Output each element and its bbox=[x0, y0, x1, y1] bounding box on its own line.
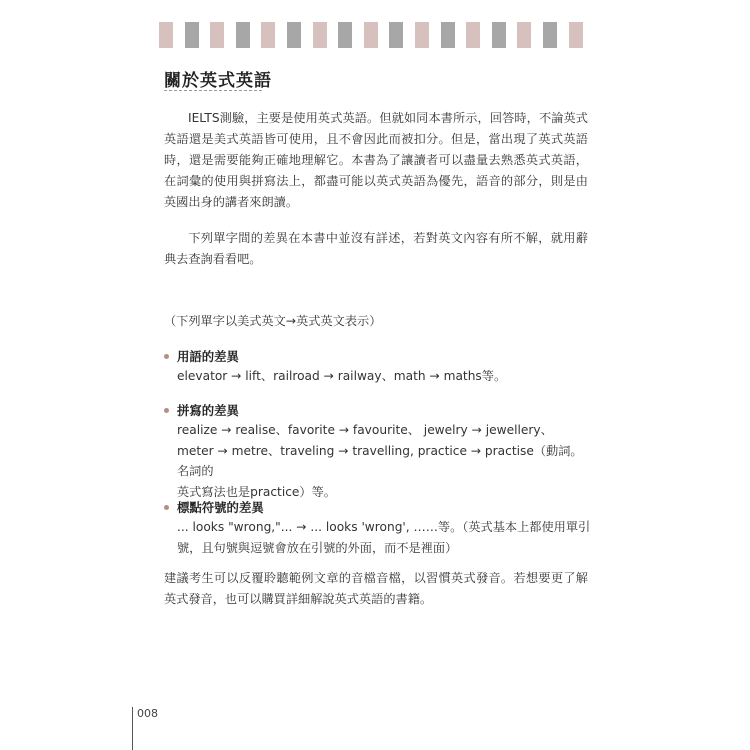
stripe-block bbox=[569, 22, 583, 48]
stripe-block bbox=[338, 22, 352, 48]
intro-paragraph bbox=[164, 108, 588, 213]
section-spelling bbox=[164, 400, 592, 502]
section-heading-text: 標點符號的差異 bbox=[177, 500, 264, 515]
stripe-block bbox=[287, 22, 301, 48]
section-line: 英式寫法也是practice）等。 bbox=[177, 484, 336, 499]
section-body bbox=[177, 517, 592, 558]
section-line: 號，且句號與逗號會放在引號的外面，而不是裡面） bbox=[177, 540, 458, 555]
page-number: 008 bbox=[137, 707, 158, 720]
section-body bbox=[177, 420, 592, 502]
stripe-block bbox=[466, 22, 480, 48]
bullet-icon bbox=[164, 505, 169, 510]
intro-text: IELTS測驗，主要是使用英式英語。但就如同本書所示，回答時，不論英式英語還是美式英語皆可使用，且不會因此而被扣分。但是，當出現了英式英語時，還是需要能夠正確地理解它。本書為了讓讀者可以盡量去熟悉英式英語，在詞彙的使用與拼寫法上，都盡可能以英式英語為優先，語音的部分，則是由英國出身的講者來朗讀。 bbox=[164, 111, 588, 209]
section-line: elevator → lift、railroad → railway、math → maths等。 bbox=[177, 369, 507, 383]
bullet-icon bbox=[164, 408, 169, 413]
section-punctuation bbox=[164, 497, 592, 558]
closing-paragraph: 建議考生可以反覆聆聽範例文章的音檔音檔，以習慣英式發音。若想要更了解英式發音，也可以購買詳細解說英式英語的書籍。 bbox=[164, 571, 588, 606]
conversion-note: （下列單字以美式英文→英式英文表示） bbox=[164, 314, 382, 328]
stripe-block bbox=[236, 22, 250, 48]
section-heading bbox=[164, 400, 592, 420]
stripe-block bbox=[389, 22, 403, 48]
stripe-block bbox=[492, 22, 506, 48]
stripe-block bbox=[261, 22, 275, 48]
page-title: 關於英式英語 bbox=[164, 71, 272, 91]
section-body bbox=[177, 366, 592, 387]
bullet-icon bbox=[164, 354, 169, 359]
page-number-bar bbox=[132, 707, 133, 750]
title-underline bbox=[164, 90, 262, 91]
stripe-block bbox=[543, 22, 557, 48]
section-line: ... looks "wrong,"... → ... looks 'wrong', ……等。（英式基本上都使用單引 bbox=[177, 520, 591, 534]
section-heading bbox=[164, 346, 592, 366]
stripe-block bbox=[210, 22, 224, 48]
stripe-block bbox=[159, 22, 173, 48]
section-vocabulary bbox=[164, 346, 592, 387]
intro2-text: 下列單字間的差異在本書中並沒有詳述，若對英文內容有所不解，就用辭典去查詢看看吧。 bbox=[164, 231, 588, 266]
section-heading bbox=[164, 497, 592, 517]
header-stripe bbox=[159, 22, 591, 48]
section-line: realize → realise、favorite → favourite、 jewelry → jewellery、 bbox=[177, 423, 553, 437]
intro-paragraph-2 bbox=[164, 228, 588, 270]
stripe-block bbox=[517, 22, 531, 48]
section-heading-text: 用語的差異 bbox=[177, 349, 239, 364]
section-line: meter → metre、traveling → travelling, practice → practise（動詞。名詞的 bbox=[177, 443, 583, 478]
section-heading-text: 拼寫的差異 bbox=[177, 403, 239, 418]
stripe-block bbox=[441, 22, 455, 48]
stripe-block bbox=[415, 22, 429, 48]
stripe-block bbox=[364, 22, 378, 48]
stripe-block bbox=[185, 22, 199, 48]
stripe-block bbox=[313, 22, 327, 48]
